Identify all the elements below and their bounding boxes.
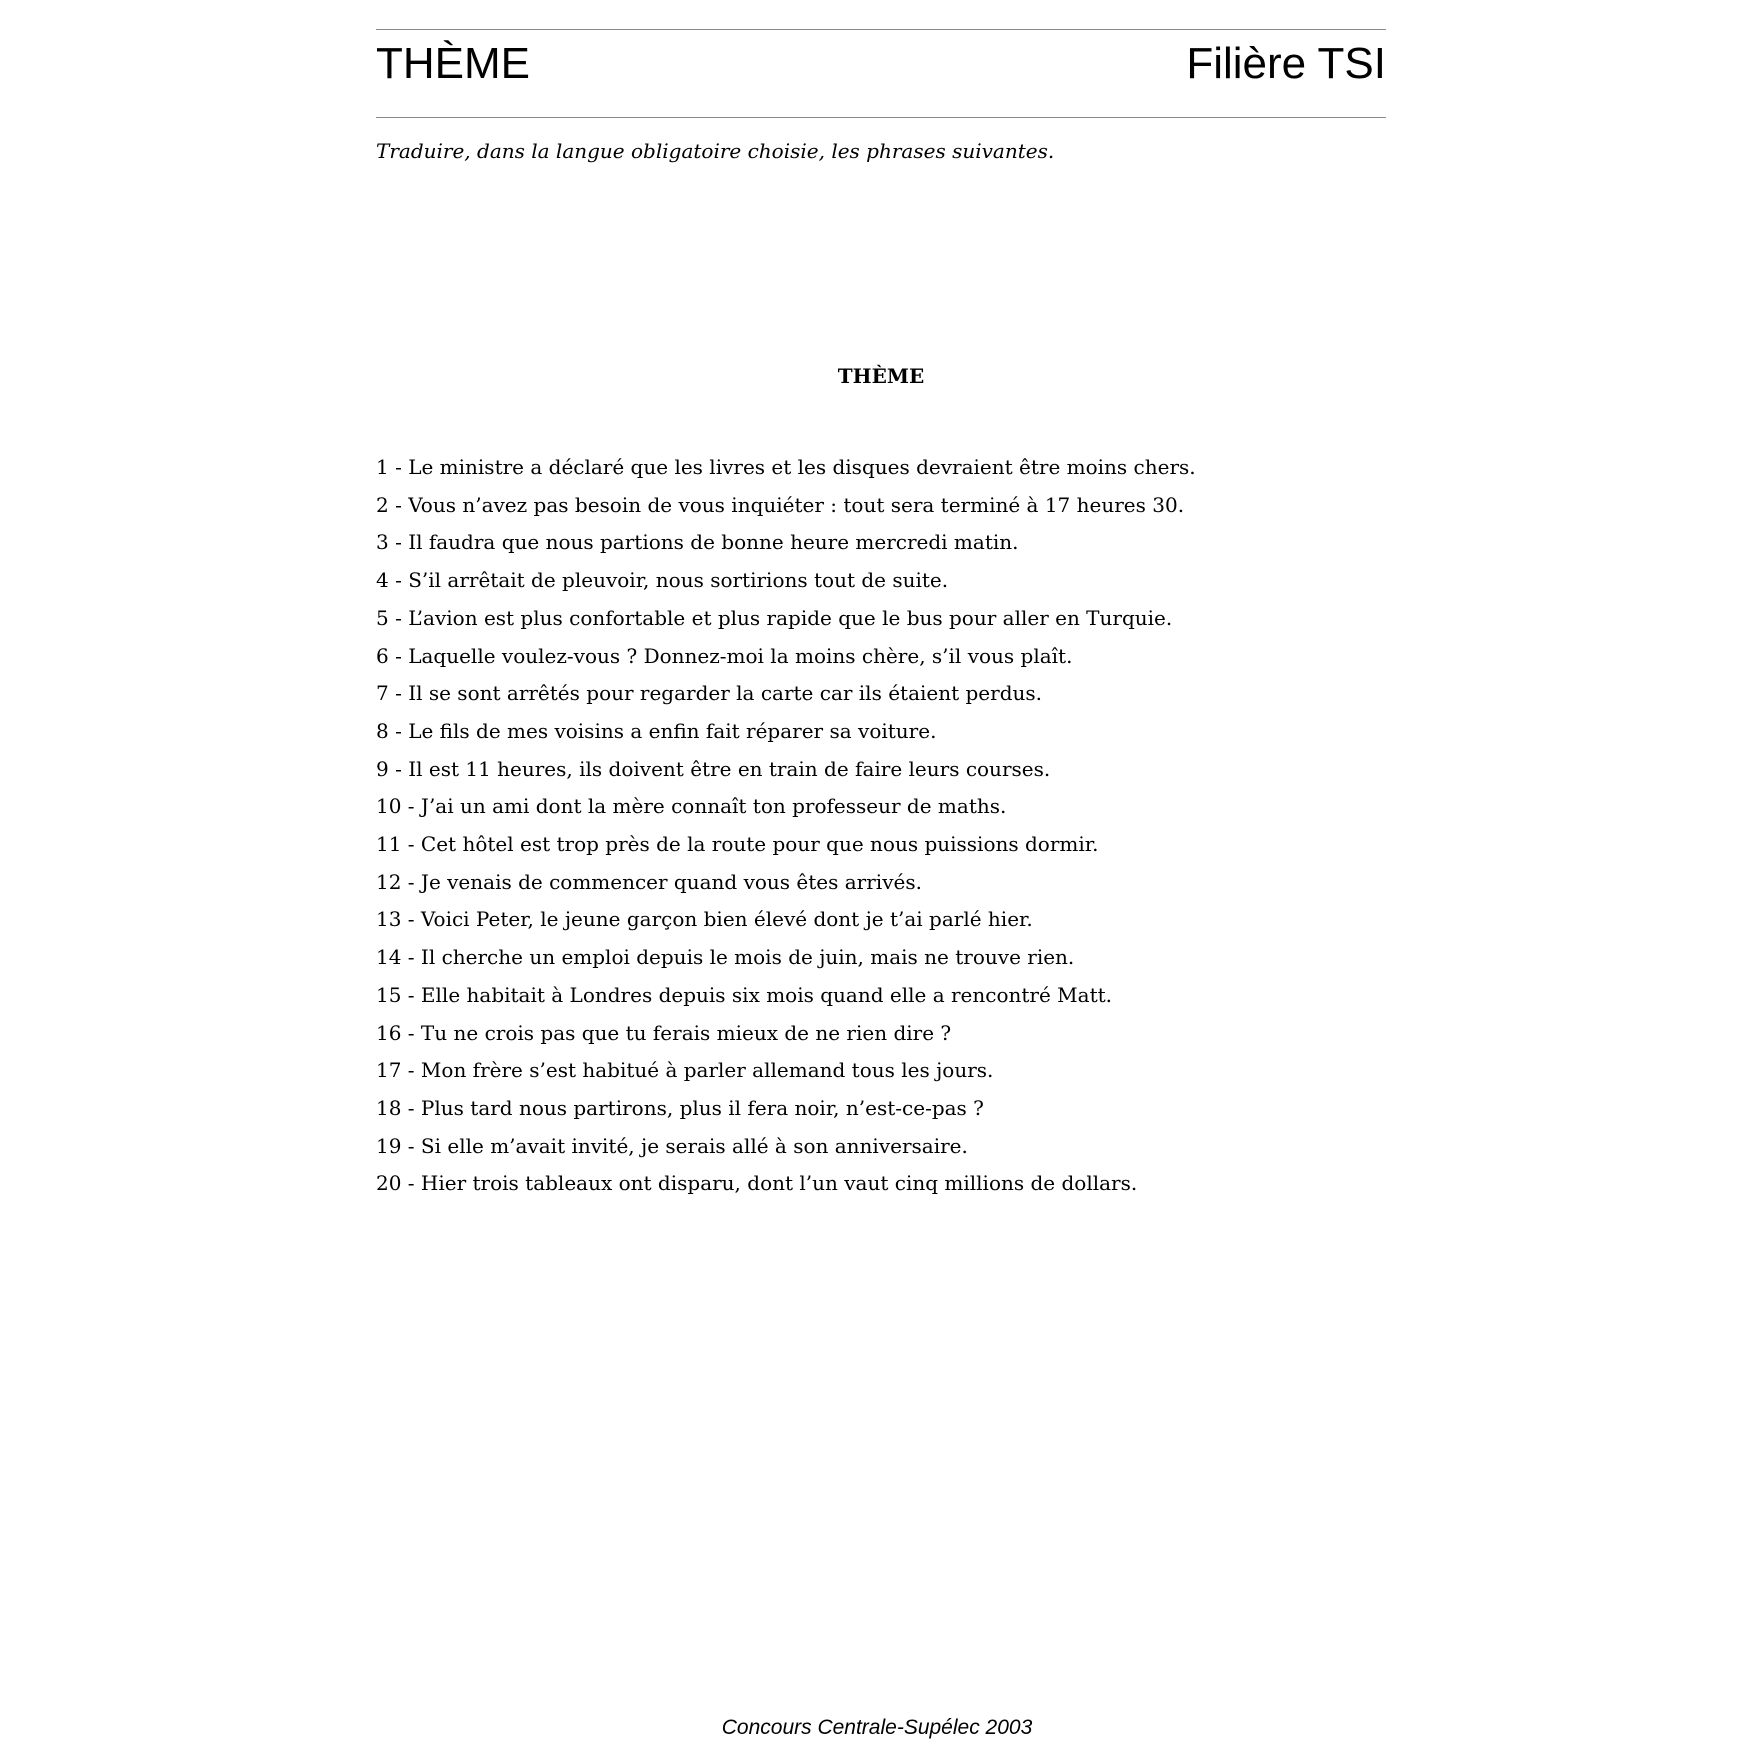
sentence-item: 17 - Mon frère s’est habitué à parler allemand tous les jours. — [376, 1058, 994, 1083]
sentence-item: 11 - Cet hôtel est trop près de la route pour que nous puissions dormir. — [376, 832, 1099, 857]
sentence-item: 9 - Il est 11 heures, ils doivent être en train de faire leurs courses. — [376, 756, 1051, 781]
instruction-text: Traduire, dans la langue obligatoire choisie, les phrases suivantes. — [376, 139, 1055, 163]
sentence-item: 5 - L’avion est plus confortable et plus rapide que le bus pour aller en Turquie. — [376, 605, 1173, 630]
header-top-rule — [376, 29, 1386, 30]
sentence-item: 6 - Laquelle voulez-vous ? Donnez-moi la moins chère, s’il vous plaît. — [376, 643, 1073, 668]
sentence-item: 12 - Je venais de commencer quand vous êtes arrivés. — [376, 869, 922, 894]
sentence-item: 14 - Il cherche un emploi depuis le mois de juin, mais ne trouve rien. — [376, 945, 1075, 970]
sentence-item: 8 - Le fils de mes voisins a enfin fait réparer sa voiture. — [376, 718, 937, 743]
sentence-list — [376, 449, 1196, 1203]
page-footer: Concours Centrale-Supélec 2003 — [721, 1716, 1033, 1739]
sentence-item: 7 - Il se sont arrêtés pour regarder la carte car ils étaient perdus. — [376, 681, 1043, 706]
header-track: Filière TSI — [1186, 39, 1386, 88]
header-bottom-rule — [376, 117, 1386, 118]
sentence-item: 2 - Vous n’avez pas besoin de vous inquiéter : tout sera terminé à 17 heures 30. — [376, 492, 1185, 517]
sentence-item: 18 - Plus tard nous partirons, plus il fera noir, n’est-ce-pas ? — [376, 1095, 984, 1120]
sentence-item: 13 - Voici Peter, le jeune garçon bien élevé dont je t’ai parlé hier. — [376, 907, 1033, 932]
sentence-item: 16 - Tu ne crois pas que tu ferais mieux de ne rien dire ? — [376, 1020, 952, 1045]
sentence-item: 15 - Elle habitait à Londres depuis six mois quand elle a rencontré Matt. — [376, 982, 1113, 1007]
sentence-item: 1 - Le ministre a déclaré que les livres et les disques devraient être moins chers. — [376, 455, 1196, 479]
sentence-item: 19 - Si elle m’avait invité, je serais allé à son anniversaire. — [376, 1133, 968, 1158]
sentence-item: 3 - Il faudra que nous partions de bonne heure mercredi matin. — [376, 530, 1019, 555]
sentence-item: 10 - J’ai un ami dont la mère connaît ton professeur de maths. — [376, 794, 1007, 819]
sentence-item: 4 - S’il arrêtait de pleuvoir, nous sortirions tout de suite. — [376, 568, 949, 593]
sentence-item: 20 - Hier trois tableaux ont disparu, dont l’un vaut cinq millions de dollars. — [376, 1171, 1138, 1196]
header-title: THÈME — [376, 39, 530, 88]
section-title: THÈME — [837, 364, 925, 388]
